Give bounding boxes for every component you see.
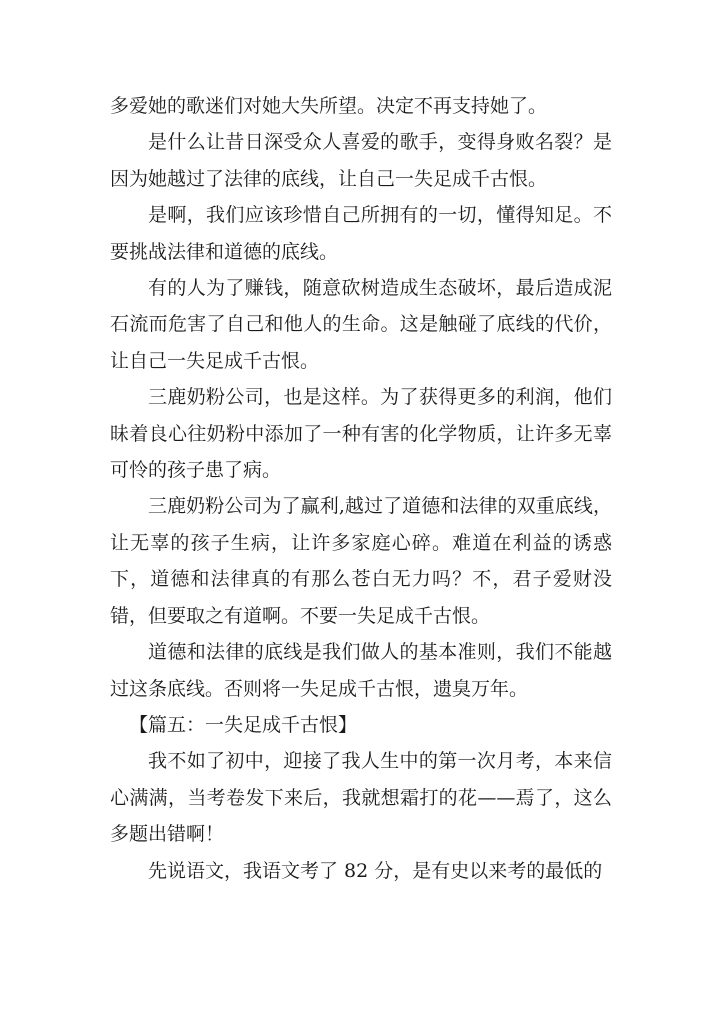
paragraph-2: 是什么让昔日深受众人喜爱的歌手，变得身败名裂？是因为她越过了法律的底线，让自己一失足成千古恨。 [110,131,612,190]
paragraph-6: 三鹿奶粉公司为了赢利,越过了道德和法律的双重底线，让无辜的孩子生病，让许多家庭心碎。难道在利益的诱惑下，道德和法律真的有那么苍白无力吗？不，君子爱财没错，但要取之有道啊。不要一失足成千古恨。 [110,495,612,627]
paragraph-9: 先说语文，我语文考了 82 分，是有史以来考的最低的 [148,859,603,882]
paragraph-3: 是啊，我们应该珍惜自己所拥有的一切，懂得知足。不要挑战法律和道德的底线。 [110,204,612,263]
paragraph-1: 多爱她的歌迷们对她大失所望。决定不再支持她了。 [110,95,548,117]
paragraph-5: 三鹿奶粉公司，也是这样。为了获得更多的利润，他们昧着良心往奶粉中添加了一种有害的化学物质，让许多无辜可怜的孩子患了病。 [110,386,612,482]
paragraph-7: 道德和法律的底线是我们做人的基本准则，我们不能越过这条底线。否则将一失足成千古恨，遗臭万年。 [110,641,612,700]
paragraph-4: 有的人为了赚钱，随意砍树造成生态破坏，最后造成泥石流而危害了自己和他人的生命。这是触碰了底线的代价，让自己一失足成千古恨。 [110,277,612,372]
section-heading: 【篇五：一失足成千古恨】 [129,713,358,736]
paragraph-8: 我不如了初中，迎接了我人生中的第一次月考，本来信心满满，当考卷发下来后，我就想霜打的花——焉了，这么多题出错啊！ [110,750,612,846]
document-body [110,88,612,889]
